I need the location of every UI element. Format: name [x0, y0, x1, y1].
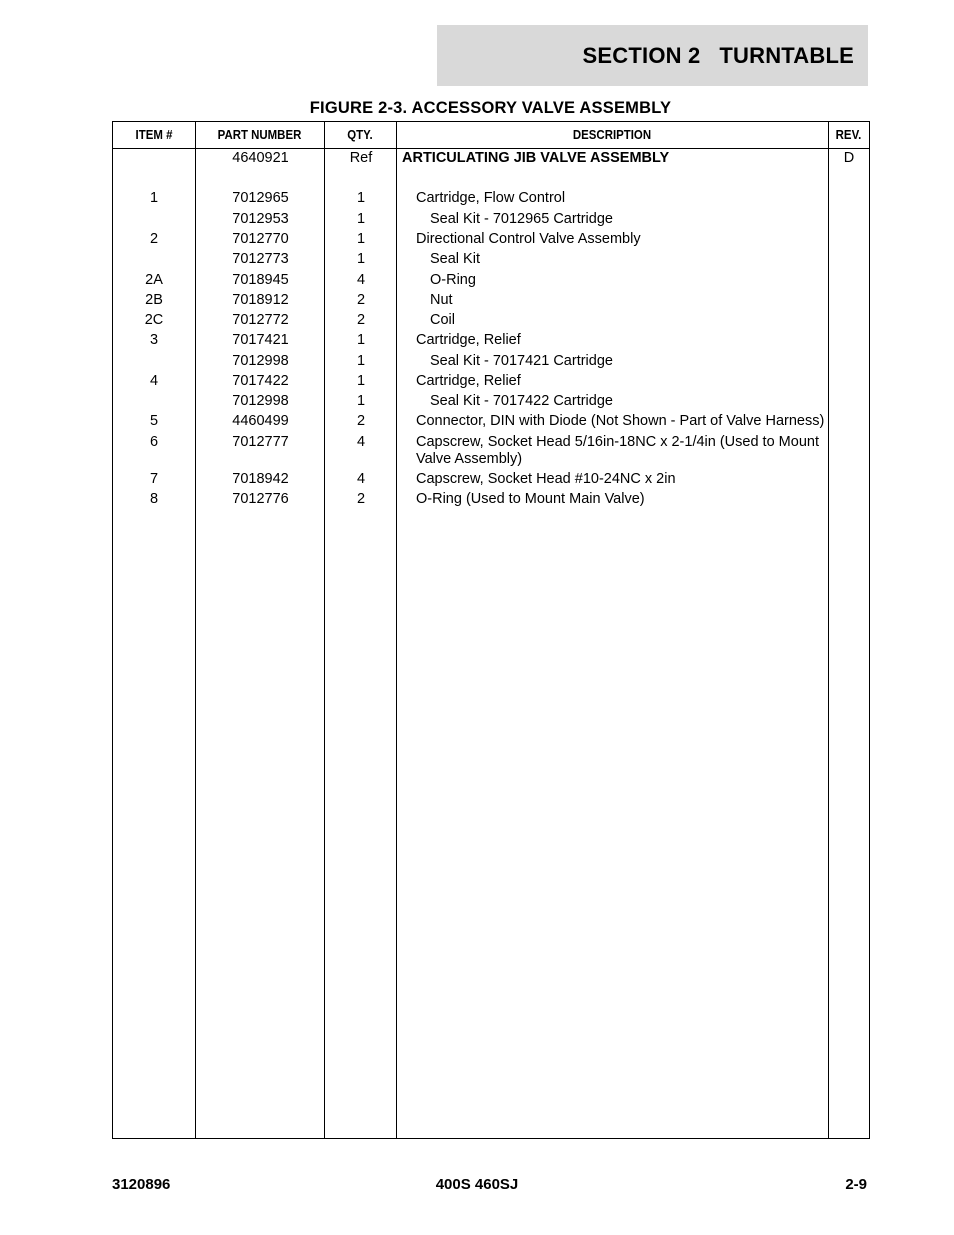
cell-description: Coil	[430, 312, 455, 328]
column-header-qty: QTY.	[347, 127, 373, 142]
cell-part-number: 7012770	[232, 231, 289, 247]
cell-part-number: 7012998	[232, 353, 289, 369]
cell-description: Seal Kit	[430, 251, 480, 267]
section-title: SECTION 2 TURNTABLE	[582, 42, 854, 68]
cell-description: Directional Control Valve Assembly	[416, 231, 641, 247]
cell-description: Seal Kit - 7012965 Cartridge	[430, 211, 613, 227]
cell-rev: D	[843, 150, 855, 166]
cell-item: 2A	[145, 272, 163, 288]
cell-description: Seal Kit - 7017422 Cartridge	[430, 393, 613, 409]
cell-item: 6	[149, 434, 159, 450]
cell-part-number: 7017421	[232, 332, 289, 348]
cell-part-number: 7012953	[232, 211, 289, 227]
cell-qty: 1	[356, 353, 366, 369]
cell-part-number: 4460499	[232, 413, 289, 429]
cell-item: 1	[149, 190, 159, 206]
cell-qty: 4	[356, 272, 366, 288]
cell-description: Capscrew, Socket Head #10-24NC x 2in	[416, 471, 676, 487]
cell-description: Cartridge, Relief	[416, 373, 521, 389]
cell-part-number: 7012777	[232, 434, 289, 450]
cell-item: 5	[149, 413, 159, 429]
cell-qty: 1	[356, 332, 366, 348]
cell-description: Connector, DIN with Diode (Not Shown - Part of Valve Harness)	[416, 413, 825, 429]
cell-description: O-Ring (Used to Mount Main Valve)	[416, 491, 645, 507]
cell-qty: 1	[356, 231, 366, 247]
cell-qty: 1	[356, 393, 366, 409]
cell-part-number: 7012776	[232, 491, 289, 507]
cell-part-number: 7012773	[232, 251, 289, 267]
cell-description: O-Ring	[430, 272, 476, 288]
cell-qty: 2	[356, 312, 366, 328]
parts-table	[112, 121, 870, 1139]
cell-qty: 2	[356, 413, 366, 429]
cell-qty: 1	[356, 190, 366, 206]
cell-qty: 1	[356, 373, 366, 389]
cell-qty: 4	[356, 434, 366, 450]
cell-item: 7	[149, 471, 159, 487]
cell-part-number: 7017422	[232, 373, 289, 389]
cell-item: 2C	[144, 312, 164, 328]
column-header-rev: REV.	[835, 127, 862, 142]
cell-description: Seal Kit - 7017421 Cartridge	[430, 353, 613, 369]
cell-part-number: 7018912	[232, 292, 289, 308]
column-header-description: DESCRIPTION	[572, 127, 652, 142]
cell-part-number: 4640921	[232, 150, 289, 166]
column-header-item: ITEM #	[135, 127, 173, 142]
cell-qty: 4	[356, 471, 366, 487]
cell-item: 2	[149, 231, 159, 247]
cell-qty: 1	[356, 251, 366, 267]
cell-item: 4	[149, 373, 159, 389]
cell-part-number: 7012965	[232, 190, 289, 206]
header-divider	[113, 148, 869, 149]
cell-part-number: 7012998	[232, 393, 289, 409]
cell-item: 8	[149, 491, 159, 507]
cell-description: Nut	[430, 292, 453, 308]
footer-document-number: 3120896	[112, 1176, 171, 1193]
column-header-part-number: PART NUMBER	[217, 127, 302, 142]
cell-part-number: 7018942	[232, 471, 289, 487]
cell-item: 3	[149, 332, 159, 348]
cell-description: Capscrew, Socket Head 5/16in-18NC x 2-1/4in (Used to Mount Valve Assembly)	[416, 434, 819, 467]
footer-page-number: 2-9	[845, 1176, 867, 1193]
cell-part-number: 7018945	[232, 272, 289, 288]
cell-description: Cartridge, Relief	[416, 332, 521, 348]
footer-model: 400S 460SJ	[435, 1176, 519, 1193]
cell-description: Cartridge, Flow Control	[416, 190, 566, 206]
cell-qty: 1	[356, 211, 366, 227]
figure-title: FIGURE 2-3. ACCESSORY VALVE ASSEMBLY	[309, 99, 672, 117]
cell-description: ARTICULATING JIB VALVE ASSEMBLY	[402, 150, 670, 166]
cell-part-number: 7012772	[232, 312, 289, 328]
cell-item: 2B	[145, 292, 163, 308]
cell-qty: Ref	[349, 150, 373, 166]
section-header-banner	[437, 25, 868, 86]
cell-qty: 2	[356, 292, 366, 308]
cell-qty: 2	[356, 491, 366, 507]
